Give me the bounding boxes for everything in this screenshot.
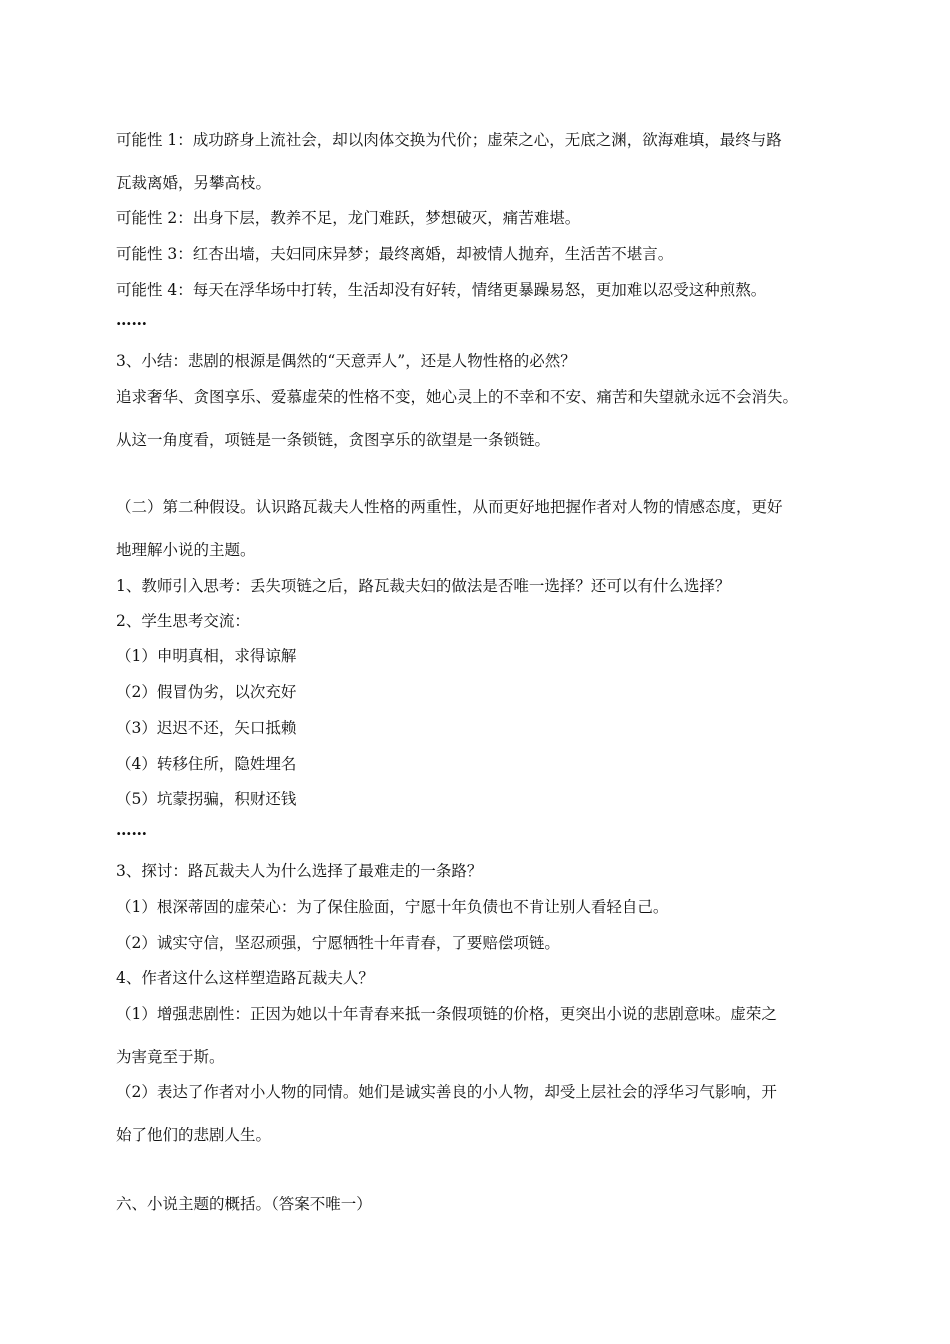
text-line: 3、探讨：路瓦裁夫人为什么选择了最难走的一条路？	[116, 862, 483, 880]
list-item: （2）诚实守信，坚忍顽强，宁愿牺牲十年青春，了要赔偿项链。	[116, 934, 560, 952]
list-item: （5）坑蒙拐骗，积财还钱	[116, 790, 297, 808]
text-line: 4、作者这什么这样塑造路瓦裁夫人？	[116, 969, 374, 987]
section-heading: （二）第二种假设。认识路瓦裁夫人性格的两重性，从而更好地把握作者对人物的情感态度，更好	[116, 498, 783, 516]
list-item: （1）根深蒂固的虚荣心：为了保住脸面，宁愿十年负债也不肯让别人看轻自己。	[116, 898, 669, 916]
text-line: 可能性 2：出身下层，教养不足，龙门难跃，梦想破灭，痛苦难堪。	[116, 209, 581, 227]
text-line: 地理解小说的主题。	[116, 541, 256, 559]
text-line: 3、小结：悲剧的根源是偶然的“天意弄人”，还是人物性格的必然？	[116, 352, 576, 370]
list-item: （1）申明真相，求得谅解	[116, 647, 297, 665]
text-line: 1、教师引入思考：丢失项链之后，路瓦裁夫妇的做法是否唯一选择？还可以有什么选择？	[116, 577, 731, 595]
ellipsis: ……	[116, 310, 147, 329]
ellipsis: ……	[116, 820, 147, 839]
text-line: 从这一角度看，项链是一条锁链，贪图享乐的欲望是一条锁链。	[116, 431, 551, 449]
list-item: （1）增强悲剧性：正因为她以十年青春来抵一条假项链的价格，更突出小说的悲剧意味。虚荣之	[116, 1005, 777, 1023]
text-line: 2、学生思考交流：	[116, 612, 250, 630]
text-line: 瓦裁离婚，另攀高枝。	[116, 174, 272, 192]
text-line: 可能性 4：每天在浮华场中打转，生活却没有好转，情绪更暴躁易怒，更加难以忍受这种煎熬。	[116, 281, 767, 299]
text-line: 为害竟至于斯。	[116, 1048, 225, 1066]
text-line: 追求奢华、贪图享乐、爱慕虚荣的性格不变，她心灵上的不幸和不安、痛苦和失望就永远不会消失。	[116, 388, 799, 406]
list-item: （3）迟迟不还，矢口抵赖	[116, 719, 297, 737]
list-item: （2）表达了作者对小人物的同情。她们是诚实善良的小人物，却受上层社会的浮华习气影响，开	[116, 1083, 777, 1101]
list-item: （4）转移住所，隐姓埋名	[116, 755, 297, 773]
text-line: 可能性 3：红杏出墙，夫妇同床异梦；最终离婚，却被情人抛弃，生活苦不堪言。	[116, 245, 674, 263]
list-item: （2）假冒伪劣，以次充好	[116, 683, 297, 701]
text-line: 始了他们的悲剧人生。	[116, 1126, 272, 1144]
section-heading: 六、小说主题的概括。（答案不唯一）	[116, 1195, 372, 1213]
text-line: 可能性 1：成功跻身上流社会，却以肉体交换为代价；虚荣之心，无底之渊，欲海难填，最终与路	[116, 131, 782, 149]
